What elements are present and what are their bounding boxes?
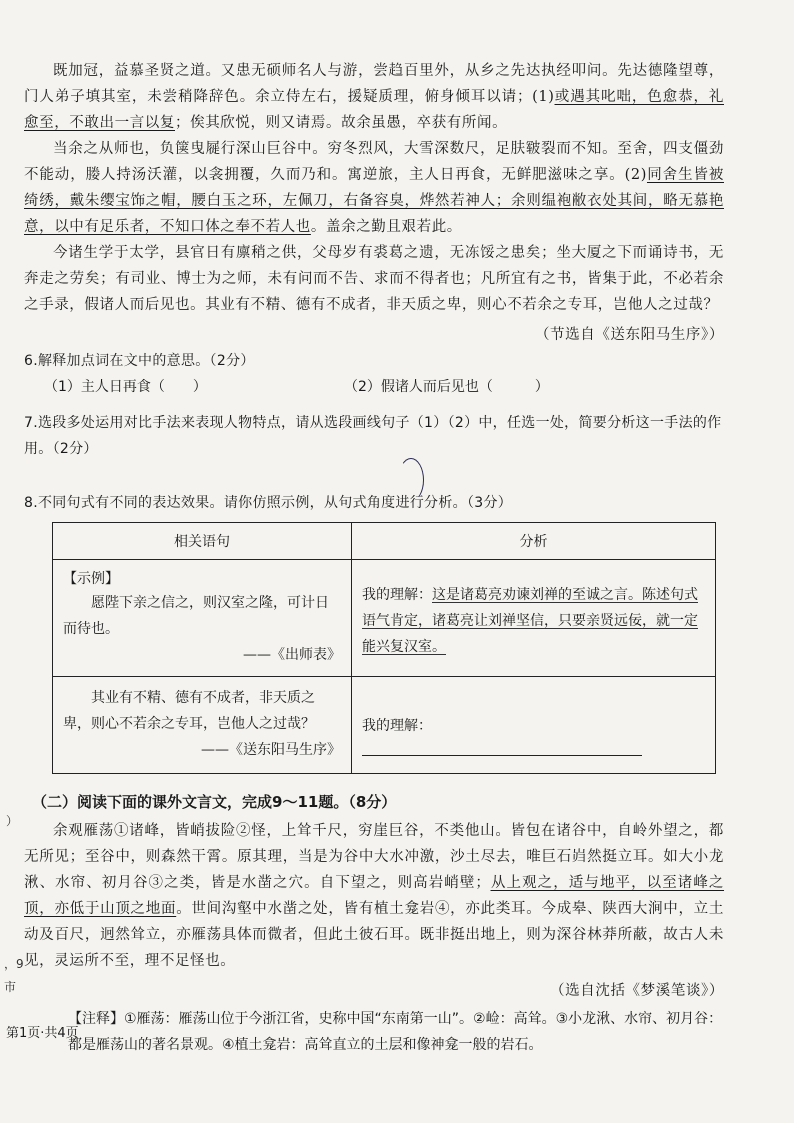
question-8: 8.不同句式有不同的表达效果。请你仿照示例，从句式角度进行分析。（3分）	[24, 495, 513, 511]
example-text: 愿陛下亲之信之，则汉室之隆，可计日而待也。	[63, 595, 329, 637]
margin-mark: ，9	[4, 957, 24, 971]
task-sentence-text: 其业有不精、德有不成者，非天质之卑，则心不若余之专耳，岂他人之过哉？	[63, 690, 315, 732]
question-6-items	[24, 374, 724, 400]
example-analysis-prefix: 我的理解：	[362, 587, 432, 603]
example-sentence-cell	[53, 560, 352, 677]
question-6-item-2: （2）假诸人而后见也（ ）	[344, 379, 549, 395]
analysis-table	[52, 522, 716, 774]
section-2-source: （选自沈括《梦溪笔谈》）	[550, 983, 724, 999]
table-header-right: 分析	[352, 523, 716, 560]
table-header-left: 相关语句	[53, 523, 352, 560]
passage-source: （节选自《送东阳马生序》）	[534, 327, 724, 343]
example-tag: 【示例】	[63, 571, 119, 587]
answer-prompt: 我的理解：	[362, 718, 432, 734]
passage-paragraph-2: 当余之从师也，负箧曳屣行深山巨谷中。穷冬烈风，大雪深数尺，足肤皲裂而不知。至舍，四支僵劲不能动，媵人持汤沃灌，以衾拥覆，久而乃和。寓逆旅，主人日再食，无鲜肥滋味之享。(2)同舍生皆被绮绣，戴朱缨宝饰之帽，腰白玉之环，左佩刀，右备容臭，烨然若神人；余则缊袍敝衣处其间，略无慕艳意，以中有足乐者，不知口体之奉不若人也。盖余之勤且艰若此。	[24, 141, 724, 235]
task-sentence-cell	[53, 677, 352, 774]
margin-mark: 市	[4, 980, 17, 994]
example-analysis-text: 这是诸葛亮劝谏刘禅的至诚之言。陈述句式语气肯定，诸葛亮让刘禅坚信，只要亲贤远佞，就一定能兴复汉室。	[362, 587, 698, 655]
section-2-passage: 余观雁荡①诸峰，皆峭拔险②怪，上耸千尺，穷崖巨谷，不类他山。皆包在诸谷中，自岭外望之，都无所见；至谷中，则森然干霄。原其理，当是为谷中大水冲激，沙土尽去，唯巨石岿然挺立耳。如大小龙湫、水帘、初月谷③之类，皆是水凿之穴。自下望之，则高岩峭壁；从上观之，适与地平，以至诸峰之顶，亦低于山顶之地面。世间沟壑中水凿之处，皆有植土龛岩④，亦此类耳。今成皋、陕西大涧中，立土动及百尺，迥然耸立，亦雁荡具体而微者，但此土彼石耳。既非挺出地上，则为深谷林莽所蔽，故古人未见，灵运所不至，理不足怪也。	[24, 823, 725, 969]
example-source: ——《出师表》	[243, 647, 341, 663]
answer-blank[interactable]	[362, 739, 642, 756]
example-analysis-cell	[352, 560, 716, 677]
table-row	[53, 677, 716, 774]
section-2-note: 【注释】①雁荡：雁荡山位于今浙江省，史称中国“东南第一山”。②崄：高耸。③小龙湫、水帘、初月谷：都是雁荡山的著名景观。④植土龛岩：高耸直立的土层和像神龛一般的岩石。	[68, 1011, 723, 1053]
passage-paragraph-1: 既加冠，益慕圣贤之道。又患无硕师名人与游，尝趋百里外，从乡之先达执经叩问。先达德隆望尊，门人弟子填其室，未尝稍降辞色。余立侍左右，援疑质理，俯身倾耳以请；(1)或遇其叱咄，色愈恭，礼愈至，不敢出一言以复；俟其欣悦，则又请焉。故余虽愚，卒获有所闻。	[24, 63, 724, 131]
passage-paragraph-3: 今诸生学于太学，县官日有廪稍之供，父母岁有裘葛之遗，无冻馁之患矣；坐大厦之下而诵诗书，无奔走之劳矣；有司业、博士为之师，未有问而不告、求而不得者也；凡所宜有之书，皆集于此，不必若余之手录，假诸人而后见也。其业有不精、德有不成者，非天质之卑，则心不若余之专耳，岂他人之过哉？	[24, 245, 724, 313]
pen-mark	[398, 458, 424, 502]
question-6: 6.解释加点词在文中的意思。（2分）	[24, 353, 255, 369]
answer-cell[interactable]	[352, 677, 716, 774]
task-sentence-source: ——《送东阳马生序》	[201, 742, 341, 758]
table-header-row	[53, 523, 716, 560]
section-2-underlined-sentence: 从上观之，适与地平，以至诸峰之顶，亦低于山顶之地面	[24, 875, 725, 917]
exam-page	[24, 58, 724, 1058]
question-6-item-1: （1）主人日再食（ ）	[44, 379, 207, 395]
table-row	[53, 560, 716, 677]
section-2-title: （二）阅读下面的课外文言文，完成9～11题。（8分）	[32, 793, 397, 811]
underlined-sentence-2: 同舍生皆被绮绣，戴朱缨宝饰之帽，腰白玉之环，左佩刀，右备容臭，烨然若神人；余则缊袍敝衣处其间，略无慕艳意，以中有足乐者，不知口体之奉不若人也	[24, 167, 724, 235]
underlined-sentence-1: 或遇其叱咄，色愈恭，礼愈至，不敢出一言以复	[24, 89, 724, 131]
margin-mark: ）	[6, 814, 19, 828]
question-7: 7.选段多处运用对比手法来表现人物特点，请从选段画线句子（1）（2）中，任选一处，简要分析这一手法的作用。（2分）	[24, 415, 722, 457]
page-footer: 第1页·共4页	[6, 1026, 79, 1041]
